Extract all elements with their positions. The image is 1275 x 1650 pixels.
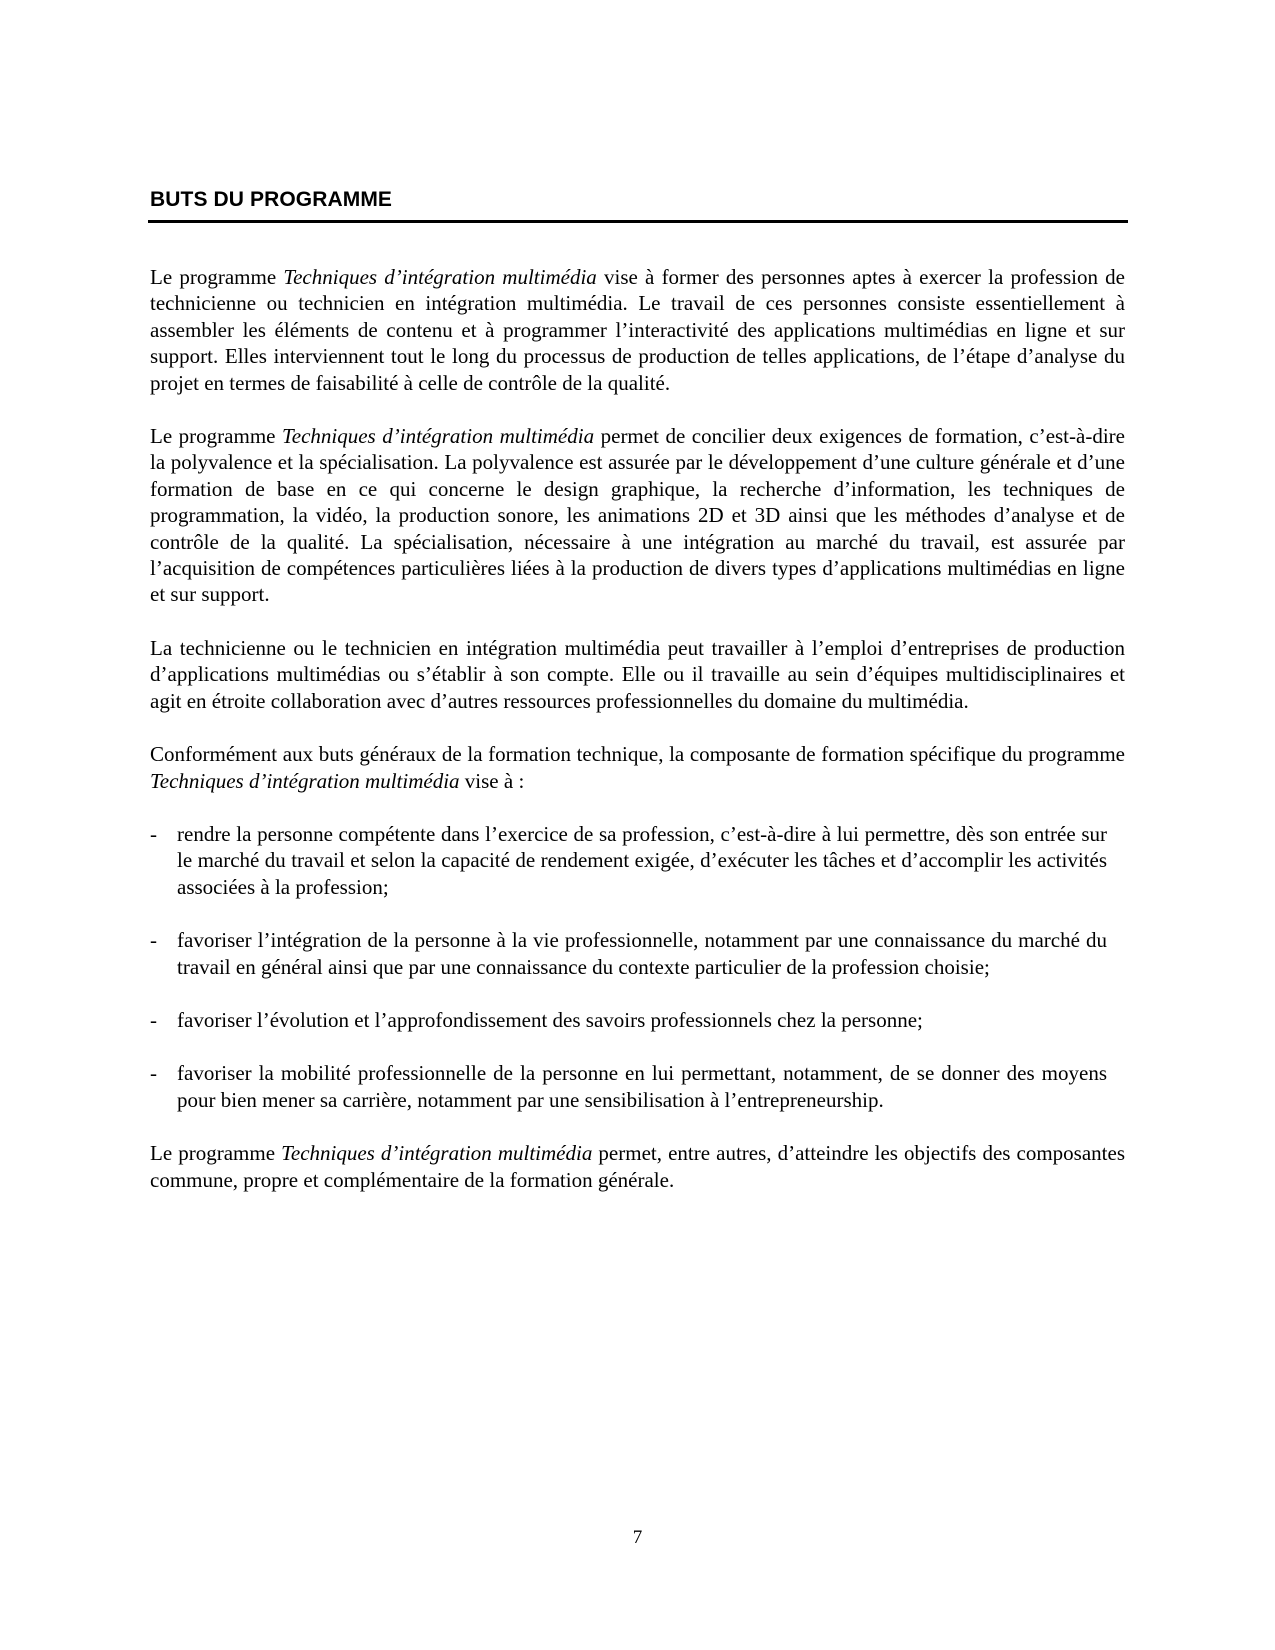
paragraph-text: Le programme bbox=[150, 424, 282, 449]
paragraph-text: vise à former des personnes aptes à exercer la profession de technicienne ou technicien en intégration multimédia. Le travail de ces personnes consiste essentiellement à assembler les éléments de contenu et à programmer l’interactivité des applications multimédias en ligne et sur support. Elles interviennent tout le long du processus de production de telles applications, de l’étape d’analyse du projet en termes de faisabilité à celle de contrôle de la qualité. bbox=[150, 265, 1125, 395]
paragraph-text: permet, entre autres, d’atteindre les objectifs des composantes commune, propre et complémentaire de la formation générale. bbox=[150, 1141, 1125, 1192]
paragraph-general-training bbox=[150, 1140, 1125, 1193]
paragraph-program-purpose bbox=[150, 264, 1125, 396]
goals-list bbox=[150, 821, 1125, 1113]
document-page bbox=[150, 0, 1125, 1650]
program-name: Techniques d’intégration multimédia bbox=[281, 1141, 593, 1166]
list-dash: - bbox=[150, 1007, 157, 1032]
list-dash: - bbox=[150, 928, 157, 953]
list-item-text: favoriser l’intégration de la personne à la vie professionnelle, notamment par une connaissance du marché du travail en général ainsi que par une connaissance du contexte particulier de la profession choisie; bbox=[177, 928, 1107, 979]
list-dash: - bbox=[150, 1061, 157, 1086]
paragraph-text: Conformément aux buts généraux de la formation technique, la composante de formation spécifique du programme bbox=[150, 742, 1125, 767]
program-name: Techniques d’intégration multimédia bbox=[150, 768, 460, 793]
list-item-text: rendre la personne compétente dans l’exercice de sa profession, c’est-à-dire à lui permettre, dès son entrée sur le marché du travail et selon la capacité de rendement exigée, d’exécuter les tâches et d’accomplir les activités associées à la profession; bbox=[177, 821, 1107, 899]
program-name: Techniques d’intégration multimédia bbox=[282, 424, 595, 449]
paragraph-text: permet de concilier deux exigences de formation, c’est-à-dire la polyvalence et la spécialisation. La polyvalence est assurée par le développement d’une culture générale et d’une formation de base en ce qui concerne le design graphique, la recherche d’information, les techniques de programmation, la vidéo, la production sonore, les animations 2D et 3D ainsi que les méthodes d’analyse et de contrôle de la qualité. La spécialisation, nécessaire à une intégration au marché du travail, est assurée par l’acquisition de compétences particulières liées à la production de divers types d’applications multimédias en ligne et sur support. bbox=[150, 424, 1125, 607]
program-name: Techniques d’intégration multimédia bbox=[283, 265, 597, 289]
list-item bbox=[150, 927, 1107, 980]
list-item bbox=[150, 821, 1107, 900]
paragraph-text: vise à : bbox=[459, 768, 525, 793]
list-dash: - bbox=[150, 821, 157, 846]
heading-underline bbox=[148, 220, 1128, 223]
document-body bbox=[150, 264, 1125, 1220]
list-item-text: favoriser la mobilité professionnelle de la personne en lui permettant, notamment, de se donner des moyens pour bien mener sa carrière, notamment par une sensibilisation à l’entrepreneurship. bbox=[177, 1061, 1107, 1112]
paragraph-polyvalence bbox=[150, 423, 1125, 608]
paragraph-goals-intro bbox=[150, 741, 1125, 794]
list-item bbox=[150, 1007, 1107, 1033]
list-item-text: favoriser l’évolution et l’approfondissement des savoirs professionnels chez la personne; bbox=[177, 1007, 923, 1032]
paragraph-employment: La technicienne ou le technicien en intégration multimédia peut travailler à l’emploi d’entreprises de production d’applications multimédias ou s’établir à son compte. Elle ou il travaille au sein d’équipes multidisciplinaires et agit en étroite collaboration avec d’autres ressources professionnelles du domaine du multimédia. bbox=[150, 635, 1125, 713]
page-number: 7 bbox=[632, 1527, 643, 1548]
paragraph-text: Le programme bbox=[150, 265, 284, 289]
paragraph-text: Le programme bbox=[150, 1141, 282, 1166]
section-heading: BUTS DU PROGRAMME bbox=[150, 188, 393, 211]
list-item bbox=[150, 1060, 1107, 1113]
